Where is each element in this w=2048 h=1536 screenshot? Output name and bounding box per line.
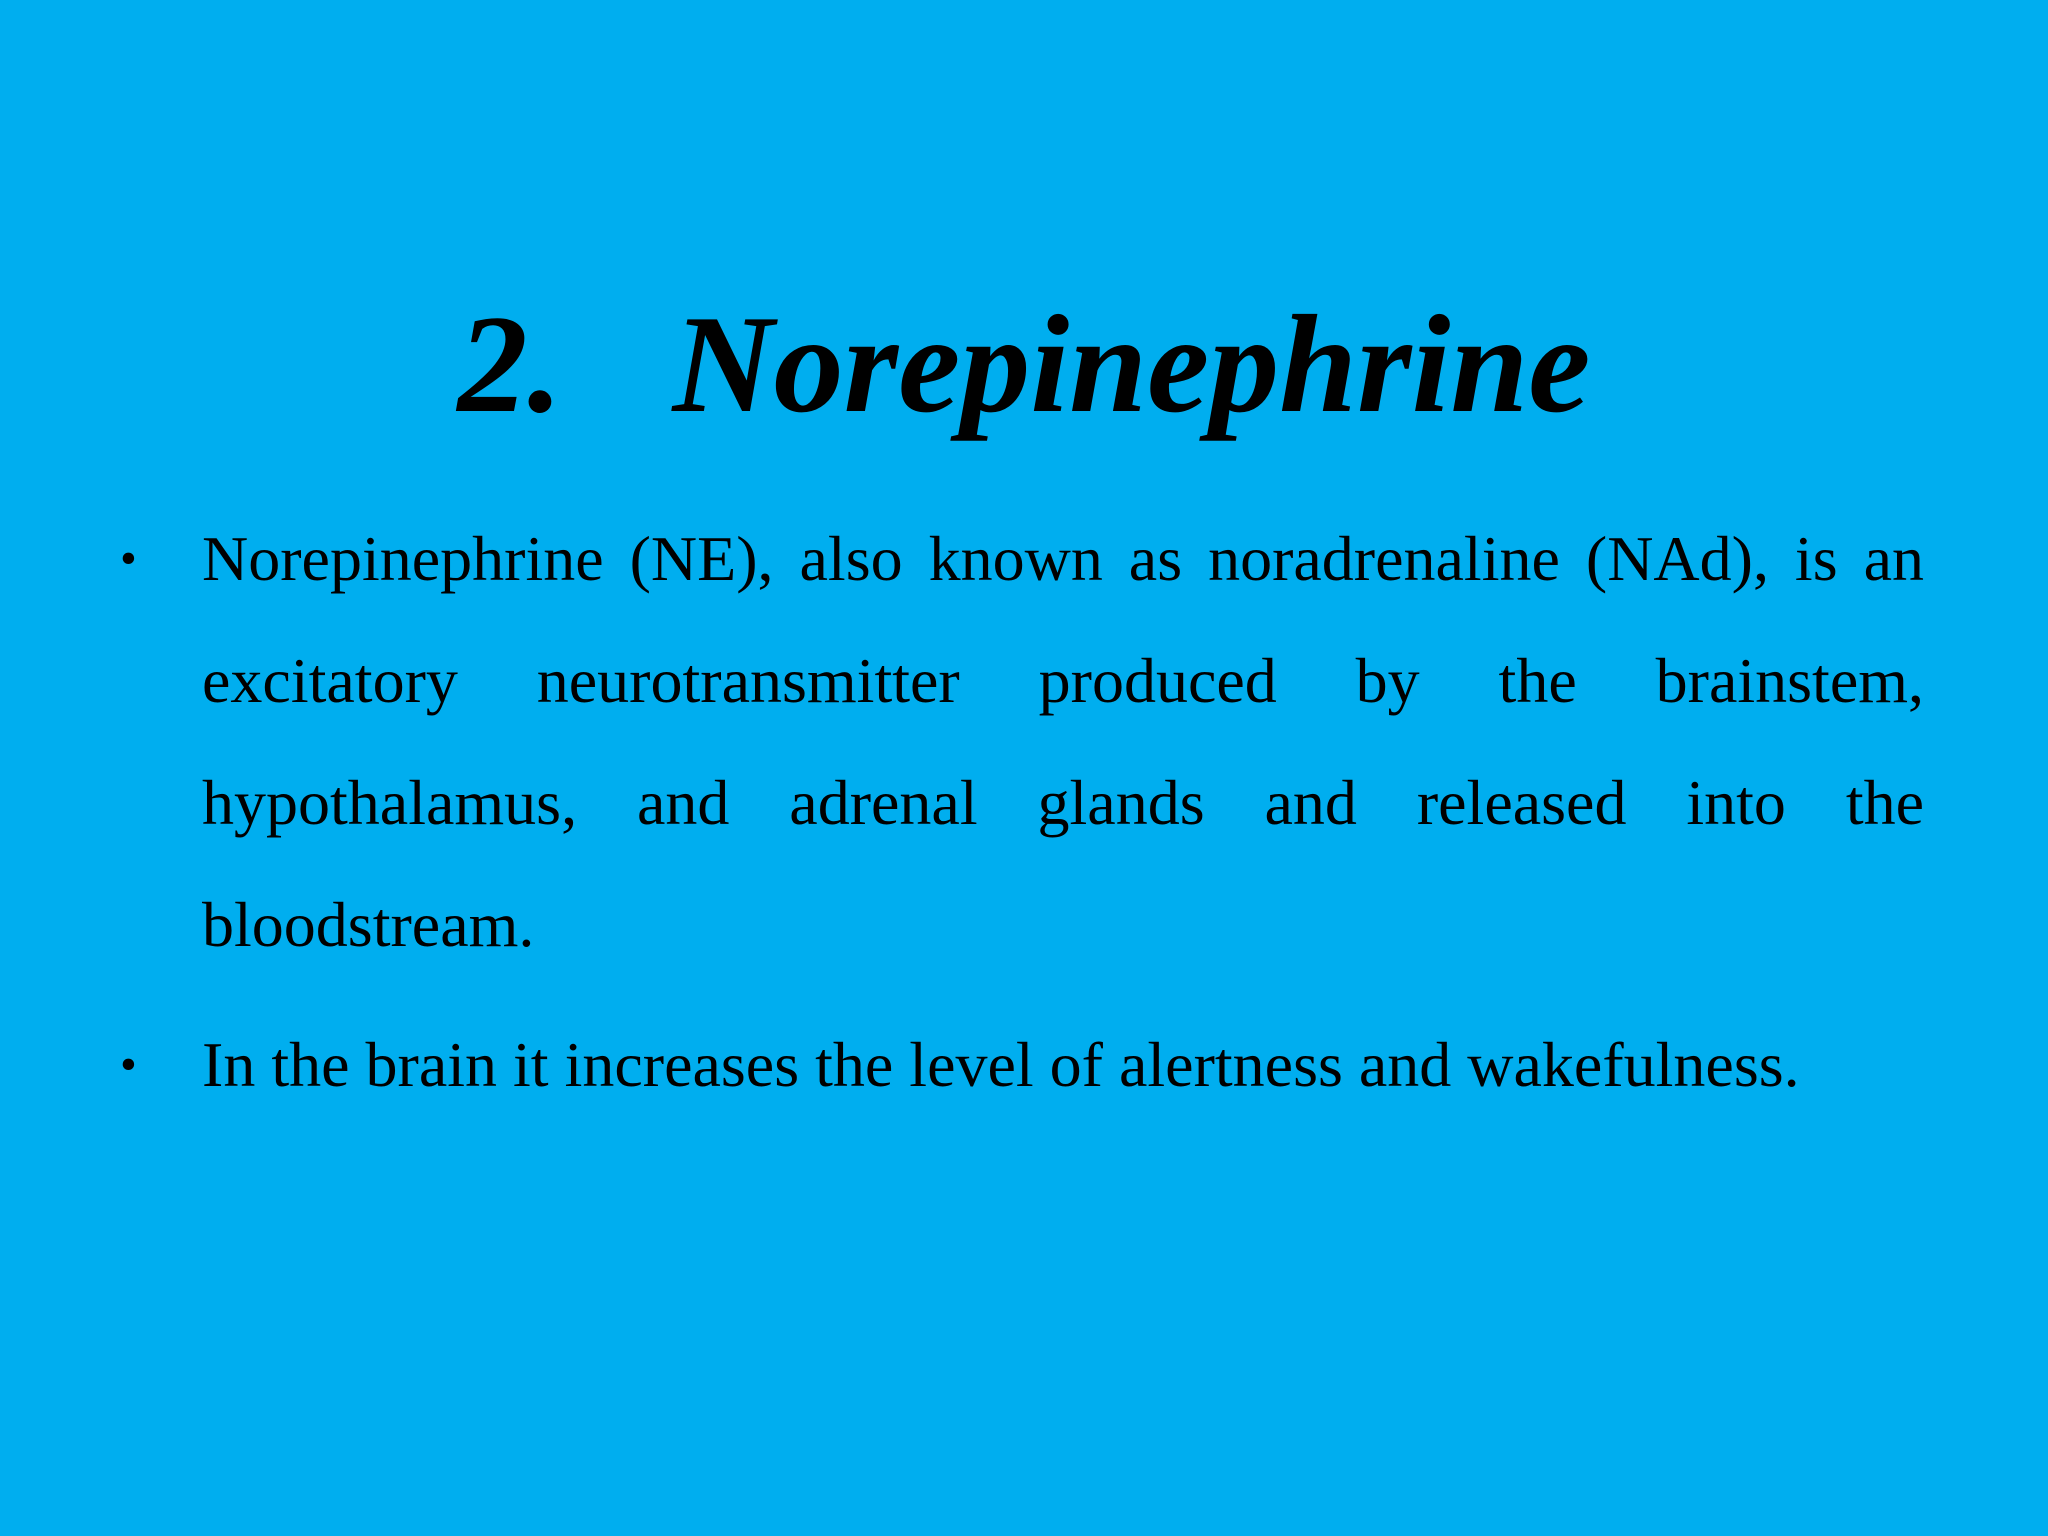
bullet-list (120, 498, 1924, 1144)
bullet-text: Norepinephrine (NE), also known as noradrenaline (NAd), is an excitatory neurotransmitter produced by the brainstem, hypothalamus, and adrenal glands and released into the bloodstream. (202, 523, 1924, 960)
bullet-text: In the brain it increases the level of alertness and wakefulness. (202, 1029, 1800, 1100)
bullet-icon: • (120, 532, 137, 585)
bullet-icon: • (120, 1038, 137, 1091)
title-number: 2. (457, 286, 563, 442)
bullet-item (120, 498, 1924, 986)
title-text: Norepinephrine (672, 286, 1591, 442)
slide-title (0, 280, 2048, 450)
bullet-item (120, 1004, 1924, 1126)
